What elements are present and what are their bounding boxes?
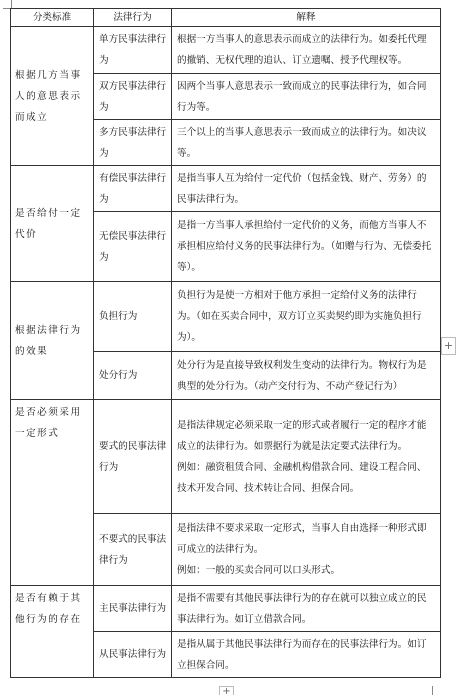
explanation-cell: 是指当事人互为给付一定代价（包括金钱、财产、劳务）的民事法律行为。 — [172, 166, 441, 212]
explanation-text: 是指法律不要求采取一定形式，当事人自由选择一种形式即可成立的法律行为。 — [177, 523, 427, 555]
legal-act-type-cell: 无偿民事法律行为 — [94, 212, 172, 282]
explanation-cell: 负担行为是使一方相对于他方承担一定给付义务的法律行为。（如在买卖合同中，双方订立买卖契约即为实施负担行为）。 — [172, 282, 441, 352]
explanation-text: 是指法律规定必须采取一定的形式或者履行一定的程序才能成立的法律行为。如票据行为就是法定要式法律行为。 — [177, 419, 427, 452]
table-row — [11, 166, 441, 212]
header-explanation: 解释 — [172, 9, 441, 27]
explanation-cell: 三个以上的当事人意思表示一致而成立的法律行为。如决议等。 — [172, 120, 441, 166]
document-body — [10, 8, 440, 678]
table-resize-handle[interactable] — [432, 686, 441, 695]
legal-act-type-cell: 要式的民事法律行为 — [94, 400, 172, 514]
legal-act-type-cell: 不要式的民事法律行为 — [94, 514, 172, 586]
legal-act-type-cell: 有偿民事法律行为 — [94, 166, 172, 212]
legal-act-classification-table — [10, 8, 441, 678]
table-row — [11, 282, 441, 352]
legal-act-type-cell: 双方民事法律行为 — [94, 74, 172, 120]
example-text: 例如：一般的买卖合同可以口头形式。 — [177, 565, 341, 576]
add-column-plus-icon[interactable]: + — [441, 337, 456, 355]
table-row — [11, 586, 441, 632]
explanation-cell — [172, 400, 441, 514]
header-classification-standard: 分类标准 — [11, 9, 94, 27]
explanation-cell: 处分行为是直接导致权利发生变动的法律行为。物权行为是典型的处分行为。（动产交付行为、不动产登记行为） — [172, 352, 441, 400]
explanation-cell: 是指一方当事人承担给付一定代价的义务，而他方当事人不承担相应给付义务的民事法律行为。（如赠与行为、无偿委托等）。 — [172, 212, 441, 282]
legal-act-type-cell: 负担行为 — [94, 282, 172, 352]
category-cell: 是否必须采用一定形式 — [11, 400, 94, 586]
explanation-cell — [172, 514, 441, 586]
legal-act-type-cell: 单方民事法律行为 — [94, 27, 172, 74]
legal-act-type-cell: 处分行为 — [94, 352, 172, 400]
legal-act-type-cell: 主民事法律行为 — [94, 586, 172, 632]
category-cell: 是否给付一定代价 — [11, 166, 94, 282]
table-row — [11, 400, 441, 514]
table-header-row — [11, 9, 441, 27]
header-legal-act: 法律行为 — [94, 9, 172, 27]
example-text: 例如：融资租赁合同、金融机构借款合同、建设工程合同、技术开发合同、技术转让合同、担保合同。 — [177, 461, 427, 494]
legal-act-type-cell: 从民事法律行为 — [94, 632, 172, 678]
add-row-plus-icon[interactable]: + — [219, 686, 234, 695]
table-row — [11, 27, 441, 74]
explanation-cell: 是指不需要有其他民事法律行为的存在就可以独立成立的民事法律行为。如订立借款合同。 — [172, 586, 441, 632]
legal-act-type-cell: 多方民事法律行为 — [94, 120, 172, 166]
explanation-cell: 因两个当事人意思表示一致而成立的民事法律行为，如合同行为等。 — [172, 74, 441, 120]
explanation-cell: 是指从属于其他民事法律行为而存在的民事法律行为。如订立担保合同。 — [172, 632, 441, 678]
category-cell: 是否有赖于其他行为的存在 — [11, 586, 94, 678]
category-cell: 根据法律行为的效果 — [11, 282, 94, 400]
explanation-cell: 根据一方当事人的意思表示而成立的法律行为。如委托代理的撤销、无权代理的追认、订立遗嘱、授予代理权等。 — [172, 27, 441, 74]
category-cell: 根据几方当事人的意思表示而成立 — [11, 27, 94, 166]
